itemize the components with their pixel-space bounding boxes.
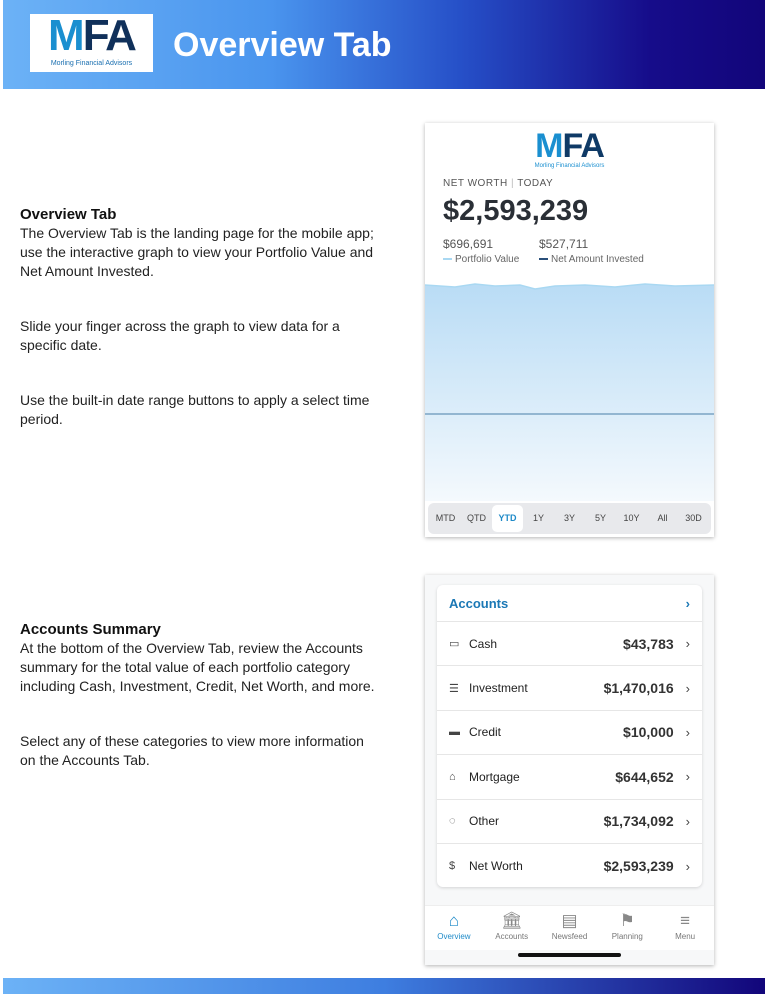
nav-overview[interactable]	[425, 906, 483, 950]
chevron-right-icon: ›	[685, 769, 690, 785]
legend-invested: Net Amount Invested	[539, 254, 644, 265]
chevron-right-icon: ›	[685, 636, 690, 652]
range-button-mtd[interactable]: MTD	[435, 513, 456, 523]
date-range-selector	[428, 503, 711, 534]
account-label: Net Worth	[469, 859, 523, 874]
accounts-icon: 🏛	[500, 911, 523, 930]
net-worth-label: NET WORTH | TODAY	[443, 178, 554, 189]
account-label: Cash	[469, 636, 498, 651]
chevron-right-icon: ›	[685, 680, 690, 696]
page-title: Overview Tab	[173, 26, 392, 64]
account-value: $10,000	[623, 724, 674, 741]
account-label: Other	[469, 814, 500, 829]
account-value: $644,652	[615, 768, 674, 785]
account-row-cash[interactable]	[437, 622, 702, 666]
newsfeed-icon: ▤	[561, 911, 578, 930]
chevron-right-icon: ›	[685, 595, 690, 611]
range-button-ytd[interactable]: YTD	[492, 505, 523, 532]
chevron-right-icon: ›	[685, 724, 690, 740]
app-logo: MFA Morling Financial Advisors	[534, 127, 605, 169]
paragraph: Use the built-in date range buttons to apply a select time period.	[20, 392, 370, 427]
accounts-header[interactable]: Accounts ›	[437, 585, 702, 622]
planning-icon: ⚑	[619, 911, 635, 930]
nav-label: Overview	[437, 932, 471, 941]
legend-portfolio: Portfolio Value	[443, 254, 519, 265]
nav-label: Newsfeed	[551, 932, 588, 941]
paragraph: The Overview Tab is the landing page for the mobile app; use the interactive graph to view your Portfolio Value and Net Amount Invested.	[20, 225, 374, 279]
portfolio-chart[interactable]	[425, 281, 714, 501]
range-button-1y[interactable]: 1Y	[532, 513, 544, 523]
paragraph: Select any of these categories to view more information on the Accounts Tab.	[20, 733, 364, 768]
range-button-qtd[interactable]: QTD	[467, 513, 486, 523]
range-button-5y[interactable]: 5Y	[594, 513, 606, 523]
nav-label: Menu	[675, 932, 696, 941]
section-heading: Overview Tab	[20, 206, 117, 223]
range-button-10y[interactable]: 10Y	[623, 513, 640, 523]
net-worth-icon: $	[449, 860, 456, 873]
range-button-30d[interactable]: 30D	[685, 513, 702, 523]
chevron-right-icon: ›	[685, 813, 690, 829]
account-label: Mortgage	[469, 769, 520, 784]
overview-section	[20, 205, 380, 465]
nav-accounts[interactable]	[483, 906, 541, 950]
menu-icon: ≡	[680, 911, 691, 930]
accounts-card	[437, 585, 702, 887]
nav-label: Accounts	[495, 932, 529, 941]
footer-banner	[3, 978, 765, 994]
paragraph: Slide your finger across the graph to view data for a specific date.	[20, 318, 340, 353]
account-row-investment[interactable]	[437, 666, 702, 710]
account-row-mortgage[interactable]	[437, 755, 702, 799]
mortgage-icon: ⌂	[449, 770, 456, 783]
overview-screenshot	[425, 123, 714, 537]
account-label: Investment	[469, 681, 528, 696]
nav-label: Planning	[611, 932, 643, 941]
net-worth-value: $2,593,239	[443, 195, 589, 227]
mfa-logo: MFA Morling Financial Advisors	[30, 14, 153, 72]
cash-icon: ▭	[449, 638, 460, 651]
account-value: $1,470,016	[603, 680, 674, 697]
range-button-3y[interactable]: 3Y	[563, 513, 575, 523]
account-value: $2,593,239	[603, 858, 674, 875]
nav-planning[interactable]	[598, 906, 656, 950]
credit-icon: ▬	[449, 726, 460, 739]
investment-icon: ☰	[449, 682, 459, 695]
home-indicator	[518, 953, 621, 957]
nav-newsfeed[interactable]	[541, 906, 599, 950]
chevron-right-icon: ›	[685, 858, 690, 874]
account-value: $1,734,092	[603, 813, 674, 830]
account-row-other[interactable]	[437, 800, 702, 844]
nav-menu[interactable]	[656, 906, 714, 950]
paragraph: At the bottom of the Overview Tab, review the Accounts summary for the total value of each portfolio category including Cash, Investment, Credit, Net Worth, and more.	[20, 640, 375, 694]
header-banner	[3, 0, 765, 89]
bottom-nav	[425, 905, 714, 950]
account-label: Credit	[469, 725, 502, 740]
accounts-screenshot	[425, 575, 714, 965]
account-row-credit[interactable]	[437, 711, 702, 755]
range-button-all[interactable]: All	[657, 513, 668, 523]
invested-value: $527,711	[539, 237, 589, 251]
account-value: $43,783	[623, 635, 674, 652]
portfolio-value: $696,691	[443, 237, 494, 251]
accounts-section	[20, 620, 380, 806]
portfolio-area	[425, 284, 714, 501]
other-icon: ◌	[449, 815, 456, 828]
overview-icon: ⌂	[448, 911, 460, 930]
account-row-net-worth[interactable]	[437, 844, 702, 888]
section-heading: Accounts Summary	[20, 621, 161, 638]
